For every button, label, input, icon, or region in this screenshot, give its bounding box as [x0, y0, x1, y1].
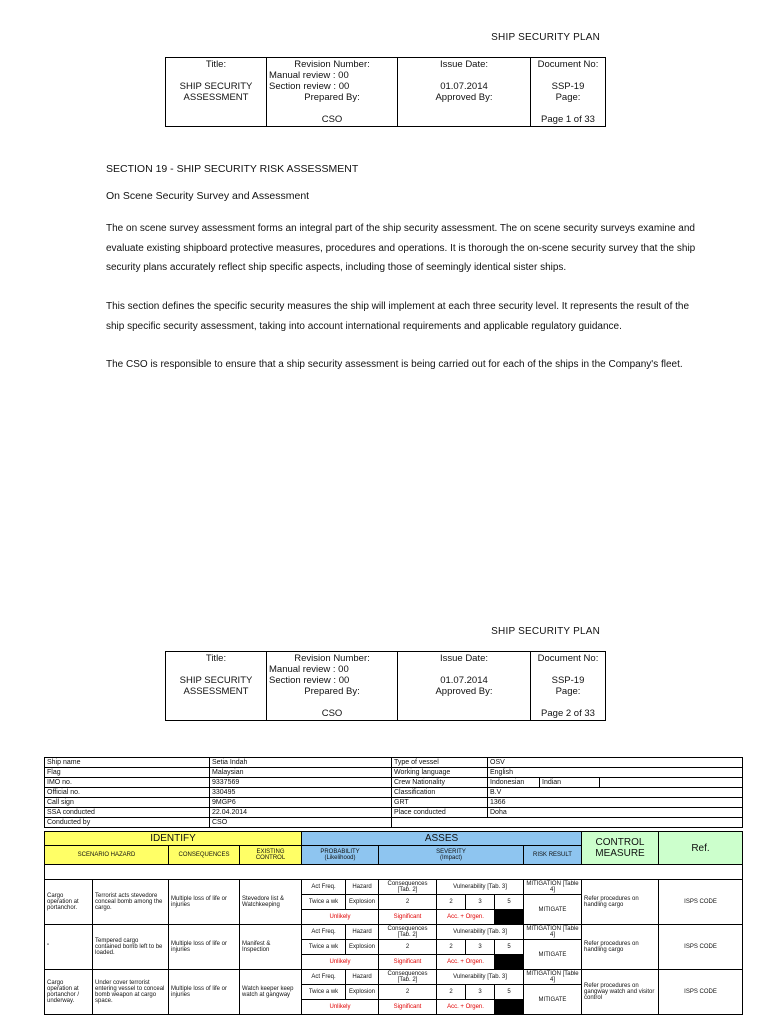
table-row: Ship name Setia Indah Type of vessel OSV	[45, 758, 743, 768]
vulnerability-tab: Vulnerability [Tab. 3]	[437, 970, 524, 985]
vulnerability-score: 3	[466, 985, 495, 1000]
document-header-table-page2	[165, 651, 606, 721]
reference-cell: ISPS CODE	[659, 880, 743, 925]
vulnerability-score: 3	[466, 940, 495, 955]
mitigation-tab: MITIGATION [Table 4]	[524, 925, 582, 940]
vulnerability-tab: Vulnerability [Tab. 3]	[437, 925, 524, 940]
hazard-label: Hazard	[346, 970, 379, 985]
mitigation-tab: MITIGATION [Table 4]	[524, 970, 582, 985]
table-row: IDENTIFY ASSES CONTROL MEASURE Ref.	[45, 832, 743, 846]
act-freq-label: Act Freq.	[302, 925, 346, 940]
consequence-cell: Multiple loss of life or injuries	[169, 880, 240, 925]
act-freq-label: Act Freq.	[302, 880, 346, 895]
title-cell: Title: SHIP SECURITY ASSESSMENT	[166, 58, 267, 127]
reference-cell: ISPS CODE	[659, 925, 743, 970]
issue-cell: Issue Date: 01.07.2014 Approved By:	[398, 652, 531, 721]
page-number: Page 2 of 33	[541, 708, 595, 719]
consequence-cell: Multiple loss of life or injuries	[169, 970, 240, 1015]
hazard-value: Explosion	[346, 985, 379, 1000]
probability-result: Unlikely	[302, 1000, 379, 1015]
frequency-value: Twice a wk	[302, 895, 346, 910]
control-measure-cell: Refer procedures on handling cargo	[582, 880, 659, 925]
plan-title: SHIP SECURITY PLAN	[491, 32, 600, 43]
act-freq-label: Act Freq.	[302, 970, 346, 985]
table-row: IMO no. 9337569 Crew Nationality Indonesian Indian	[45, 778, 743, 788]
table-row: SCENARIO HAZARD CONSEQUENCES EXISTING CONTROL PROBABILITY (Likelihood) SEVERITY (Impact) RISK RESULT	[45, 846, 743, 865]
plan-title-page2: SHIP SECURITY PLAN	[491, 626, 600, 637]
acceptance-result: Acc. + Orgen.	[437, 1000, 495, 1015]
hazard-value: Explosion	[346, 895, 379, 910]
vulnerability-score: 5	[495, 985, 524, 1000]
scenario-cell: "	[45, 925, 93, 970]
hazard-cell: Terrorist acts stevedore conceal bomb among the cargo.	[93, 880, 169, 925]
paragraph-3: The CSO is responsible to ensure that a ship security assessment is being carried out for each of the ships in the Company's fleet.	[106, 359, 683, 370]
section-subtitle: On Scene Security Survey and Assessment	[106, 190, 310, 202]
probability-result: Unlikely	[302, 910, 379, 925]
table-row: Conducted by CSO	[45, 818, 743, 828]
control-measure-cell: Refer procedures on handling cargo	[582, 925, 659, 970]
mitigation-tab: MITIGATION [Table 4]	[524, 880, 582, 895]
existing-control-cell: Stevedore list & Watchkeeping	[240, 880, 302, 925]
revision-cell: Revision Number: Manual review : 00 Section review : 00 Prepared By: CSO	[267, 58, 398, 127]
document-header-table	[165, 57, 606, 127]
severity-result: Significant	[379, 1000, 437, 1015]
frequency-value: Twice a wk	[302, 985, 346, 1000]
hazard-label: Hazard	[346, 925, 379, 940]
severity-result: Significant	[379, 910, 437, 925]
consequence-score: 2	[379, 985, 437, 1000]
risk-assessment-table	[44, 831, 743, 1015]
mitigate-label: MITIGATE	[524, 985, 582, 1015]
table-row	[45, 970, 743, 985]
existing-control-cell: Watch keeper keep watch at gangway	[240, 970, 302, 1015]
hazard-value: Explosion	[346, 940, 379, 955]
probability-result: Unlikely	[302, 955, 379, 970]
mitigate-label: MITIGATE	[524, 940, 582, 970]
hazard-cell: Under cover terrorist entering vessel to conceal bomb weapon at cargo space.	[93, 970, 169, 1015]
vulnerability-score: 3	[466, 895, 495, 910]
vulnerability-score: 5	[495, 940, 524, 955]
hazard-label: Hazard	[346, 880, 379, 895]
table-row	[45, 880, 743, 895]
consequence-score: 2	[379, 895, 437, 910]
paragraph-2: This section defines the specific security measures the ship will implement at each three security level. It represents the result of the ship specific security assessment, taking into account international requirements and applicable regulatory guidance.	[106, 301, 690, 332]
existing-control-cell: Manifest & Inspection	[240, 925, 302, 970]
consequences-tab: Consequences [Tab. 2]	[379, 880, 437, 895]
document-number-cell: Document No: SSP-19 Page: Page 1 of 33	[531, 58, 606, 127]
table-row: Flag Malaysian Working language English	[45, 768, 743, 778]
vulnerability-score: 2	[437, 985, 466, 1000]
page-number: Page 1 of 33	[541, 114, 595, 125]
frequency-value: Twice a wk	[302, 940, 346, 955]
document-number-cell: Document No: SSP-19 Page: Page 2 of 33	[531, 652, 606, 721]
scenario-cell: Cargo operation at portanchor.	[45, 880, 93, 925]
revision-cell: Revision Number: Manual review : 00 Section review : 00 Prepared By: CSO	[267, 652, 398, 721]
consequences-tab: Consequences [Tab. 2]	[379, 970, 437, 985]
black-marker	[495, 955, 524, 970]
title-value: SHIP SECURITY	[179, 81, 253, 92]
table-row: SSA conducted 22.04.2014 Place conducted Doha	[45, 808, 743, 818]
title-cell: Title: SHIP SECURITY ASSESSMENT	[166, 652, 267, 721]
table-row: Official no. 330495 Classification B.V	[45, 788, 743, 798]
mitigate-label: MITIGATE	[524, 895, 582, 925]
acceptance-result: Acc. + Orgen.	[437, 910, 495, 925]
table-row	[45, 925, 743, 940]
vulnerability-score: 2	[437, 940, 466, 955]
consequence-score: 2	[379, 940, 437, 955]
hazard-cell: Tempered cargo contained bomb left to be loaded.	[93, 925, 169, 970]
consequence-cell: Multiple loss of life or injuries	[169, 925, 240, 970]
black-marker	[495, 1000, 524, 1015]
vulnerability-score: 2	[437, 895, 466, 910]
issue-cell: Issue Date: 01.07.2014 Approved By:	[398, 58, 531, 127]
vulnerability-tab: Vulnerability [Tab. 3]	[437, 880, 524, 895]
paragraph-1: The on scene survey assessment forms an integral part of the ship security assessment. The on scene security surveys examine and evaluate existing shipboard protective measures, procedures and operations. It is thorough the on-scene security survey that the ship security plans accurately reflect ship specific aspects, including those of seemingly identical sister ships.	[106, 223, 696, 273]
section-title: SECTION 19 - SHIP SECURITY RISK ASSESSMENT	[106, 163, 359, 175]
acceptance-result: Acc. + Orgen.	[437, 955, 495, 970]
reference-cell: ISPS CODE	[659, 970, 743, 1015]
scenario-cell: Cargo operation at portanchor / underway.	[45, 970, 93, 1015]
severity-result: Significant	[379, 955, 437, 970]
black-marker	[495, 910, 524, 925]
consequences-tab: Consequences [Tab. 2]	[379, 925, 437, 940]
ship-info-table	[44, 757, 743, 828]
control-measure-cell: Refer procedures on gangway watch and visitor control	[582, 970, 659, 1015]
table-row: Call sign 9MGP6 GRT 1366	[45, 798, 743, 808]
vulnerability-score: 5	[495, 895, 524, 910]
